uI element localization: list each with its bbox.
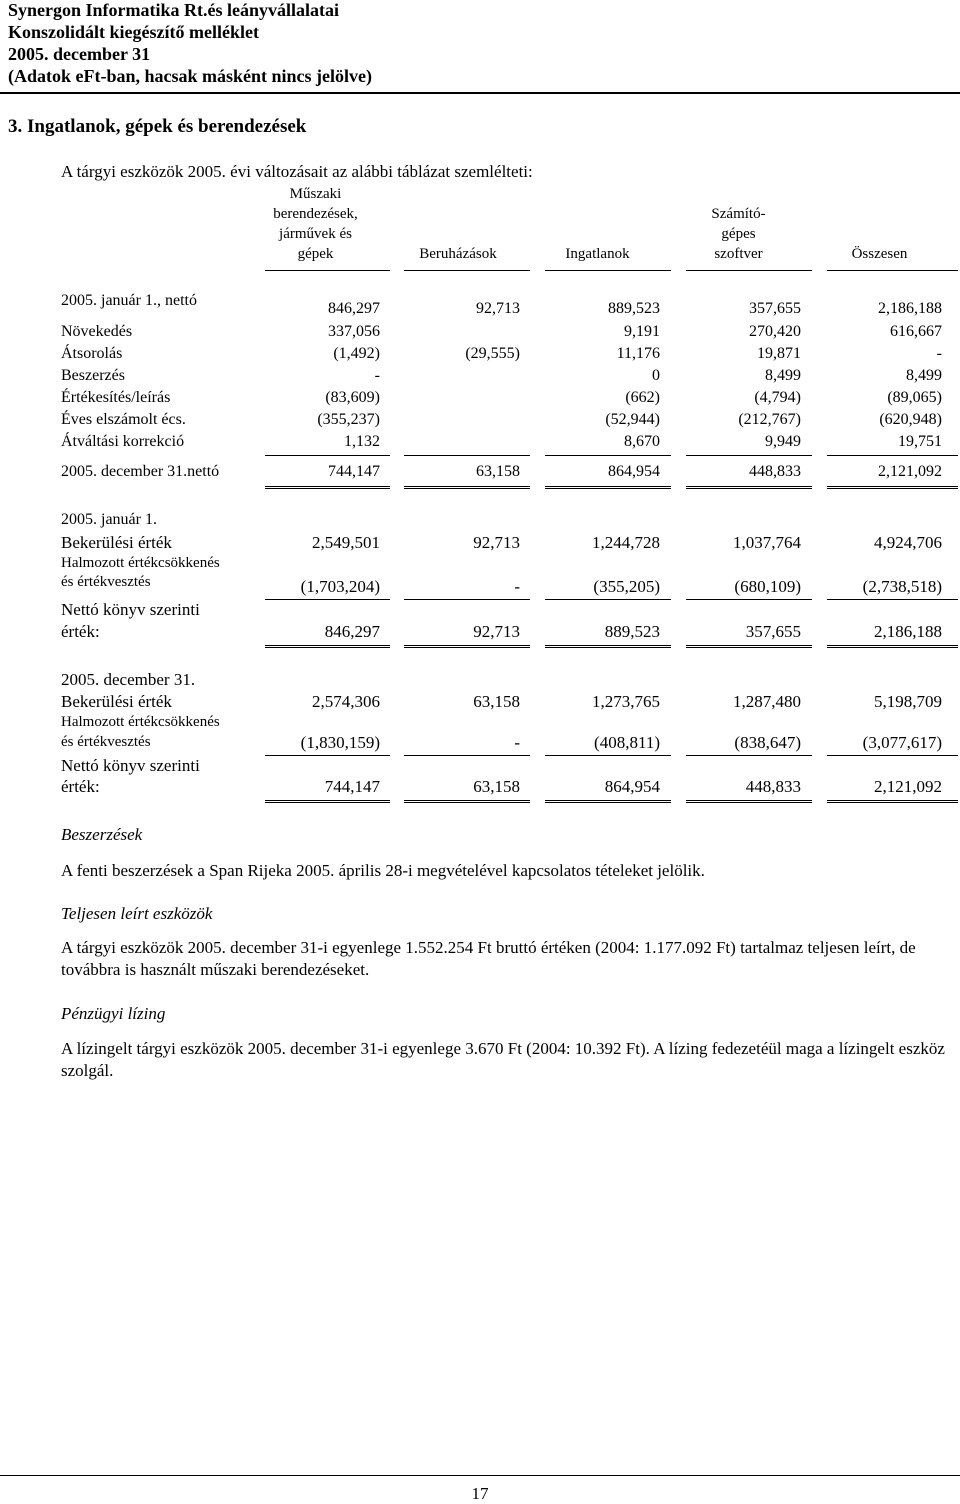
section-title: 3. Ingatlanok, gépek és berendezések	[8, 116, 307, 137]
report-date: 2005. december 31	[8, 44, 151, 64]
row-label-depreciation: Éves elszámolt écs.	[61, 411, 186, 428]
table-cell: 92,713	[473, 622, 520, 641]
header-divider	[0, 92, 960, 94]
table-cell: (355,237)	[317, 411, 380, 428]
row-label-reclass: Átsorolás	[61, 345, 123, 362]
table-cell: 864,954	[608, 463, 660, 480]
col-header-machinery-2: berendezések,	[273, 206, 358, 222]
table-cell: (83,609)	[325, 389, 380, 406]
table-cell: (662)	[625, 389, 660, 406]
table-cell: 448,833	[749, 463, 801, 480]
col-header-machinery-1: Műszaki	[289, 186, 342, 202]
table-cell: 5,198,709	[874, 692, 942, 711]
table-cell: 846,297	[324, 622, 380, 641]
table-cell: 19,871	[757, 345, 801, 362]
total-double-rule	[686, 800, 812, 803]
row-label-fx: Átváltási korrekció	[61, 433, 185, 450]
row-label-acquisition: Beszerzés	[61, 367, 125, 384]
row-label-net-1: Nettó könyv szerinti	[61, 600, 200, 619]
table-cell: 1,287,480	[733, 692, 801, 711]
section-intro: A tárgyi eszközök 2005. évi változásait az alábbi táblázat szemlélteti:	[61, 162, 533, 181]
table-cell: 337,056	[328, 323, 380, 340]
subtotal-rule	[265, 455, 390, 456]
total-double-rule	[686, 645, 812, 648]
subtotal-rule	[265, 755, 390, 756]
row-label-dep-2: és értékvesztés	[61, 574, 151, 590]
col-header-software-3: szoftver	[714, 246, 763, 262]
table-cell: 0	[652, 367, 660, 384]
table-cell: 357,655	[745, 622, 801, 641]
written-off-text: A tárgyi eszközök 2005. december 31-i egyenlege 1.552.254 Ft bruttó értéken (2004: 1.177.092 Ft) tartalmaz teljesen leírt, de továbbra is használt műszaki berendezéseket.	[61, 938, 916, 979]
purchases-heading: Beszerzések	[61, 825, 143, 844]
table-cell: 2,186,188	[874, 622, 942, 641]
col-header-software-2: gépes	[721, 226, 756, 242]
table-cell: (838,647)	[734, 733, 801, 752]
row-label-increase: Növekedés	[61, 323, 133, 340]
table-cell: 11,176	[616, 345, 660, 362]
row-label-dep-2: és értékvesztés	[61, 734, 151, 750]
table-cell: 2,574,306	[312, 692, 380, 711]
table-cell: 846,297	[328, 300, 380, 317]
table-cell: -	[514, 733, 520, 752]
table-cell: 9,191	[624, 323, 660, 340]
table-cell: (2,738,518)	[862, 577, 942, 596]
table-cell: 2,121,092	[878, 463, 942, 480]
table-cell: (408,811)	[594, 733, 660, 752]
subtotal-rule	[827, 755, 958, 756]
total-double-rule	[827, 800, 958, 803]
col-header-rule	[545, 270, 671, 271]
table-cell: 19,751	[898, 433, 942, 450]
col-header-software-1: Számító-	[711, 206, 766, 222]
col-header-rule	[827, 270, 958, 271]
table-cell: 864,954	[604, 777, 660, 796]
row-label-opening: 2005. január 1., nettó	[61, 292, 197, 309]
table-cell: 2,186,188	[878, 300, 942, 317]
table-cell: 616,667	[890, 323, 942, 340]
subtotal-rule	[404, 455, 530, 456]
table-cell: (212,767)	[738, 411, 801, 428]
subtotal-rule	[686, 599, 812, 600]
written-off-heading: Teljesen leírt eszközök	[61, 904, 213, 923]
total-double-rule	[686, 486, 812, 489]
table-cell: 92,713	[476, 300, 520, 317]
subtotal-rule	[545, 455, 671, 456]
total-double-rule	[827, 486, 958, 489]
total-double-rule	[545, 800, 671, 803]
table-cell: (620,948)	[879, 411, 942, 428]
row-label-net-2: érték:	[61, 777, 100, 796]
table-cell: 270,420	[749, 323, 801, 340]
table-cell: 357,655	[749, 300, 801, 317]
table-cell: (3,077,617)	[862, 733, 942, 752]
table-cell: 8,499	[765, 367, 801, 384]
col-header-investments: Beruházások	[419, 246, 497, 262]
col-header-rule	[265, 270, 390, 271]
table-cell: 889,523	[608, 300, 660, 317]
table-cell: 8,670	[624, 433, 660, 450]
row-label-gross: Bekerülési érték	[61, 533, 172, 552]
table-cell: (1,703,204)	[300, 577, 380, 596]
table-cell: (1,830,159)	[300, 733, 380, 752]
table-cell: 92,713	[473, 533, 520, 552]
table-cell: 63,158	[473, 692, 520, 711]
total-double-rule	[265, 486, 390, 489]
table-cell: 63,158	[473, 777, 520, 796]
subtotal-rule	[827, 455, 958, 456]
row-label-disposal: Értékesítés/leírás	[61, 389, 171, 406]
row-label-net-2: érték:	[61, 622, 100, 641]
units-note: (Adatok eFt-ban, hacsak másként nincs jelölve)	[8, 66, 373, 86]
total-double-rule	[545, 486, 671, 489]
table-cell: -	[514, 577, 520, 596]
subtotal-rule	[404, 755, 530, 756]
subtotal-rule	[545, 599, 671, 600]
table-cell: 63,158	[476, 463, 520, 480]
footer-divider	[0, 1475, 960, 1476]
col-header-real-estate: Ingatlanok	[565, 246, 630, 262]
table-cell: (89,065)	[887, 389, 942, 406]
subtotal-rule	[827, 599, 958, 600]
table-cell: 1,273,765	[592, 692, 660, 711]
table-cell: 2,121,092	[874, 777, 942, 796]
purchases-text: A fenti beszerzések a Span Rijeka 2005. április 28-i megvételével kapcsolatos tételeket jelölik.	[61, 861, 705, 880]
col-header-machinery-4: gépek	[297, 246, 334, 262]
table-cell: 744,147	[324, 777, 380, 796]
row-label-dep-1: Halmozott értékcsökkenés	[61, 555, 220, 571]
table-cell: 2,549,501	[312, 533, 380, 552]
row-label-net-1: Nettó könyv szerinti	[61, 756, 200, 775]
row-label-dep-1: Halmozott értékcsökkenés	[61, 714, 220, 730]
report-title: Konszolidált kiegészítő melléklet	[8, 22, 259, 42]
total-double-rule	[265, 800, 390, 803]
table-cell: (680,109)	[734, 577, 801, 596]
table-cell: (52,944)	[605, 411, 660, 428]
col-header-rule	[686, 270, 812, 271]
page-number: 17	[471, 1484, 489, 1503]
table-cell: 1,244,728	[592, 533, 660, 552]
table-cell: (355,205)	[593, 577, 660, 596]
total-double-rule	[404, 800, 530, 803]
table-cell: 4,924,706	[874, 533, 942, 552]
lease-heading: Pénzügyi lízing	[61, 1004, 166, 1023]
lease-text: A lízingelt tárgyi eszközök 2005. december 31-i egyenlege 3.670 Ft (2004: 10.392 Ft). A lízing fedezetéül maga a lízingelt eszköz szolgál.	[61, 1039, 945, 1080]
table-cell: (4,794)	[754, 389, 801, 406]
table-cell: (29,555)	[465, 345, 520, 362]
row-label-gross: Bekerülési érték	[61, 692, 172, 711]
table-cell: 1,132	[344, 433, 380, 450]
table-cell: 8,499	[906, 367, 942, 384]
table-cell: 744,147	[328, 463, 380, 480]
table-cell: 448,833	[745, 777, 801, 796]
total-double-rule	[545, 645, 671, 648]
col-header-total: Összesen	[851, 246, 908, 262]
total-double-rule	[404, 645, 530, 648]
total-double-rule	[827, 645, 958, 648]
subtotal-rule	[686, 755, 812, 756]
subtotal-rule	[404, 599, 530, 600]
table-cell: 9,949	[765, 433, 801, 450]
block-open-heading: 2005. január 1.	[61, 511, 157, 528]
total-double-rule	[404, 486, 530, 489]
table-cell: 1,037,764	[733, 533, 801, 552]
subtotal-rule	[686, 455, 812, 456]
subtotal-rule	[265, 599, 390, 600]
table-cell: (1,492)	[333, 345, 380, 362]
table-cell: 889,523	[604, 622, 660, 641]
col-header-machinery-3: járművek és	[279, 226, 352, 242]
table-cell: -	[374, 367, 380, 384]
total-double-rule	[265, 645, 390, 648]
row-label-closing: 2005. december 31.nettó	[61, 463, 220, 480]
company-name: Synergon Informatika Rt.és leányvállalatai	[8, 0, 339, 20]
block-close-heading: 2005. december 31.	[61, 670, 196, 689]
table-cell: -	[936, 345, 942, 362]
subtotal-rule	[545, 755, 671, 756]
col-header-rule	[404, 270, 530, 271]
